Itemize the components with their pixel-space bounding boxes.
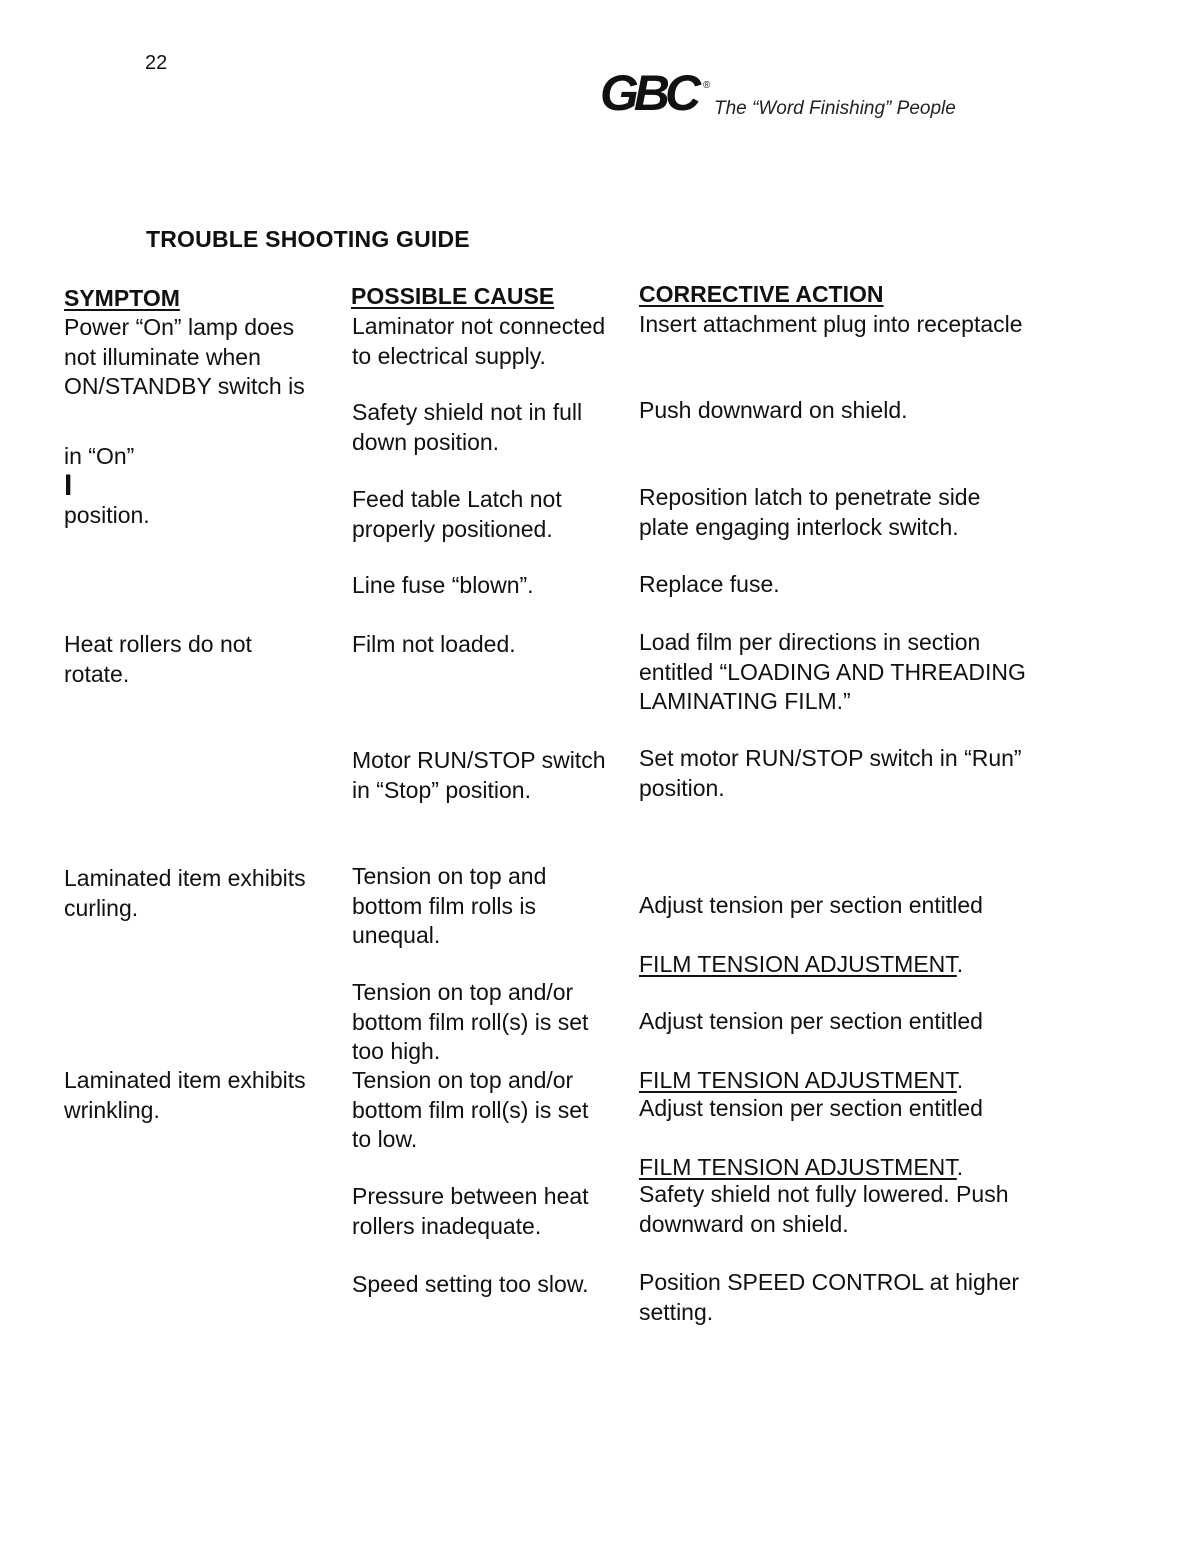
symptom-header: SYMPTOM: [64, 285, 180, 311]
action-speed-control: Position SPEED CONTROL at higher setting.: [639, 1269, 1020, 1325]
action-set-motor-run: Set motor RUN/STOP switch in “Run” position.: [639, 745, 1022, 801]
action-load-film: Load film per directions in section entitled “LOADING AND THREADING LAMINATING FILM.”: [639, 629, 1026, 714]
cause-not-connected: Laminator not connected to electrical supply.: [352, 313, 606, 369]
tagline: The “Word Finishing” People: [714, 98, 956, 119]
cause-latch-position: Feed table Latch not properly positioned.: [352, 486, 562, 542]
symptom-power-lamp: Power “On” lamp does not illuminate when ON/STANDBY switch is: [64, 314, 305, 399]
page-title: TROUBLE SHOOTING GUIDE: [146, 226, 470, 252]
cause-pressure: Pressure between heat rollers inadequate.: [352, 1183, 589, 1239]
on-position-symbol: I: [64, 469, 73, 502]
film-tension-link-3: FILM TENSION ADJUSTMENT: [639, 1153, 957, 1180]
corrective-action-header: CORRECTIVE ACTION: [639, 281, 884, 307]
symptom-wrinkling: Laminated item exhibits wrinkling.: [64, 1067, 306, 1123]
cause-shield-not-down: Safety shield not in full down position.: [352, 399, 583, 455]
action-lower-shield: Safety shield not fully lowered. Push downward on shield.: [639, 1181, 1009, 1237]
action-replace-fuse: Replace fuse.: [639, 571, 780, 597]
symptom-on-text: in “On”: [64, 442, 135, 469]
period-1: .: [956, 950, 964, 977]
symptom-curling: Laminated item exhibits curling.: [64, 865, 306, 921]
action-reposition-latch: Reposition latch to penetrate side plate engaging interlock switch.: [639, 484, 981, 540]
logo-mark: GBC: [600, 65, 697, 121]
registered-mark: ®: [703, 80, 711, 91]
cause-film-not-loaded: Film not loaded.: [352, 631, 516, 657]
cause-speed-slow: Speed setting too slow.: [352, 1271, 589, 1297]
symptom-position-text: position.: [64, 501, 150, 528]
symptom-power-lamp-position: [64, 412, 334, 530]
possible-cause-header: POSSIBLE CAUSE: [351, 283, 555, 309]
period-3: .: [956, 1153, 964, 1180]
action-adjust-tension-1-text: Adjust tension per section entitled: [639, 891, 983, 918]
symptom-rollers: Heat rollers do not rotate.: [64, 631, 252, 687]
cause-tension-high: Tension on top and/or bottom film roll(s) is set too high.: [352, 979, 589, 1064]
action-adjust-tension-2-text: Adjust tension per section entitled: [639, 1007, 983, 1034]
film-tension-link-1: FILM TENSION ADJUSTMENT: [639, 950, 957, 977]
cause-motor-stop: Motor RUN/STOP switch in “Stop” position.: [352, 747, 606, 803]
action-push-shield: Push downward on shield.: [639, 397, 908, 423]
cause-tension-low: Tension on top and/or bottom film roll(s) is set to low.: [352, 1067, 589, 1152]
cause-tension-unequal: Tension on top and bottom film rolls is unequal.: [352, 863, 547, 948]
film-tension-link-2: FILM TENSION ADJUSTMENT: [639, 1066, 957, 1093]
action-adjust-tension-3-text: Adjust tension per section entitled: [639, 1094, 983, 1121]
page-number: 22: [145, 52, 168, 74]
cause-fuse-blown: Line fuse “blown”.: [352, 572, 534, 598]
action-insert-plug: Insert attachment plug into receptacle: [639, 311, 1023, 337]
period-2: .: [956, 1066, 964, 1093]
